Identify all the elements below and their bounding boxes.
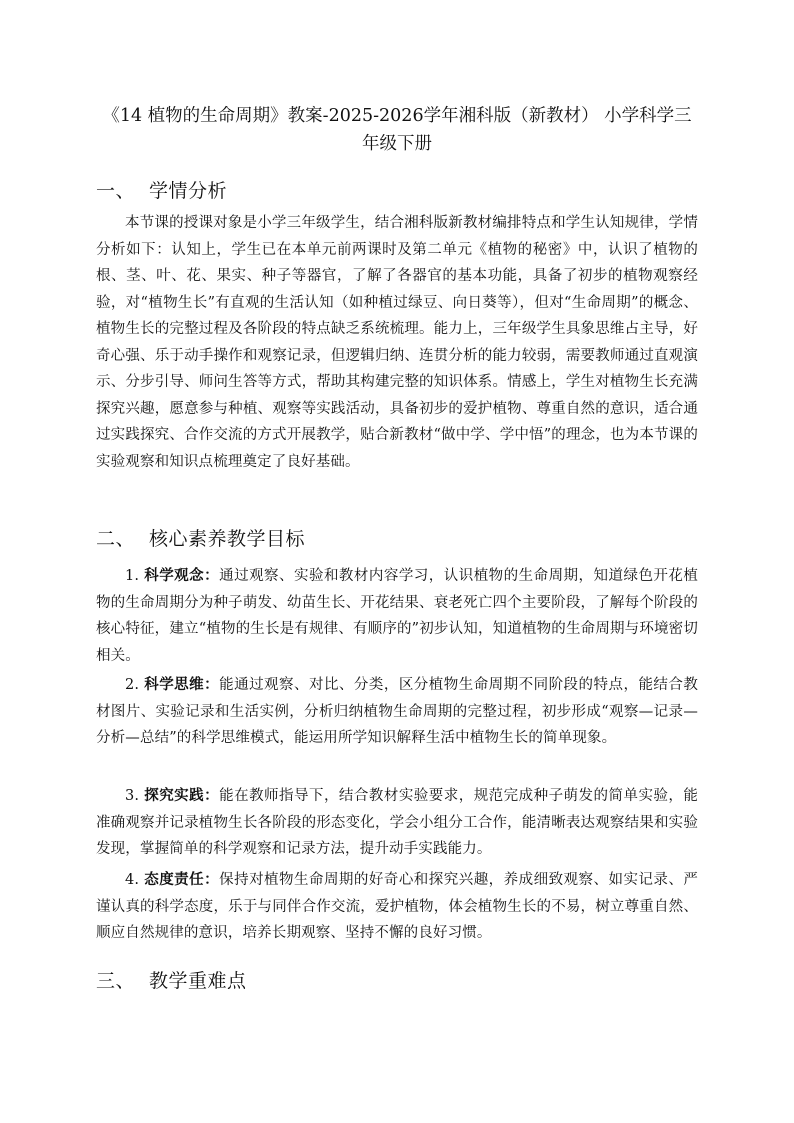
section-heading-teaching-goals: [96, 526, 305, 552]
section-number: 三、: [96, 970, 136, 992]
section-title: 学情分析: [149, 180, 228, 202]
goal-item-inquiry-practice: [96, 783, 698, 863]
section-title: 教学重难点: [149, 970, 247, 992]
document-title: 《14 植物的生命周期》教案-2025-2026学年湘科版（新教材） 小学科学三年级下册: [102, 106, 692, 154]
section-title: 核心素养教学目标: [149, 528, 306, 550]
section-heading-learner-analysis: [96, 178, 227, 204]
goal-index: 1.: [125, 568, 140, 584]
goal-text: 保持对植物生命周期的好奇心和探究兴趣，养成细致观察、如实记录、严谨认真的科学态度，乐于与同伴合作交流，爱护植物，体会植物生长的不易，树立尊重自然、顺应自然规律的意识，培养长期观察、坚持不懈的良好习惯。: [96, 872, 699, 941]
goal-index: 4.: [125, 872, 140, 888]
goal-lead: 态度责任：: [144, 871, 220, 888]
goal-lead: 探究实践：: [144, 787, 220, 804]
section-heading-key-difficulties: [96, 968, 247, 994]
goal-item-scientific-concept: [96, 563, 698, 669]
section-number: 二、: [96, 528, 136, 550]
goal-text: 能在教师指导下，结合教材实验要求，规范完成种子萌发的简单实验，能准确观察并记录植物生长各阶段的形态变化，学会小组分工合作，能清晰表达观察结果和实验发现，掌握简单的科学观察和记录方法，提升动手实践能力。: [96, 788, 699, 857]
learner-analysis-paragraph: 本节课的授课对象是小学三年级学生，结合湘科版新教材编排特点和学生认知规律，学情分析如下：认知上，学生已在本单元前两课时及第二单元《植物的秘密》中，认识了植物的根、茎、叶、花、果实、种子等器官，了解了各器官的基本功能，具备了初步的植物观察经验，对“植物生长”有直观的生活认知（如种植过绿豆、向日葵等），但对“生命周期”的概念、植物生长的完整过程及各阶段的特点缺乏系统梳理。能力上，三年级学生具象思维占主导，好奇心强、乐于动手操作和观察记录，但逻辑归纳、连贯分析的能力较弱，需要教师通过直观演示、分步引导、师问生答等方式，帮助其构建完整的知识体系。情感上，学生对植物生长充满探究兴趣，愿意参与种植、观察等实践活动，具备初步的爱护植物、尊重自然的意识，适合通过实践探究、合作交流的方式开展教学，贴合新教材“做中学、学中悟”的理念，也为本节课的实验观察和知识点梳理奠定了良好基础。: [96, 215, 698, 470]
section-number: 一、: [96, 180, 136, 202]
goal-item-scientific-thinking: [96, 672, 698, 752]
goal-item-attitude-responsibility: [96, 867, 698, 947]
goal-text: 通过观察、实验和教材内容学习，认识植物的生命周期，知道绿色开花植物的生命周期分为种子萌发、幼苗生长、开花结果、衰老死亡四个主要阶段，了解每个阶段的核心特征，建立“植物的生长是有规律、有顺序的”初步认知，知道植物的生命周期与环境密切相关。: [96, 568, 699, 664]
goal-text: 能通过观察、对比、分类，区分植物生命周期不同阶段的特点，能结合教材图片、实验记录和生活实例，分析归纳植物生命周期的完整过程，初步形成“观察—记录—分析—总结”的科学思维模式，能运用所学知识解释生活中植物生长的简单现象。: [96, 677, 699, 746]
goal-index: 3.: [125, 788, 140, 804]
goal-lead: 科学观念：: [144, 567, 220, 584]
goal-index: 2.: [125, 677, 140, 693]
goal-lead: 科学思维：: [144, 676, 220, 693]
